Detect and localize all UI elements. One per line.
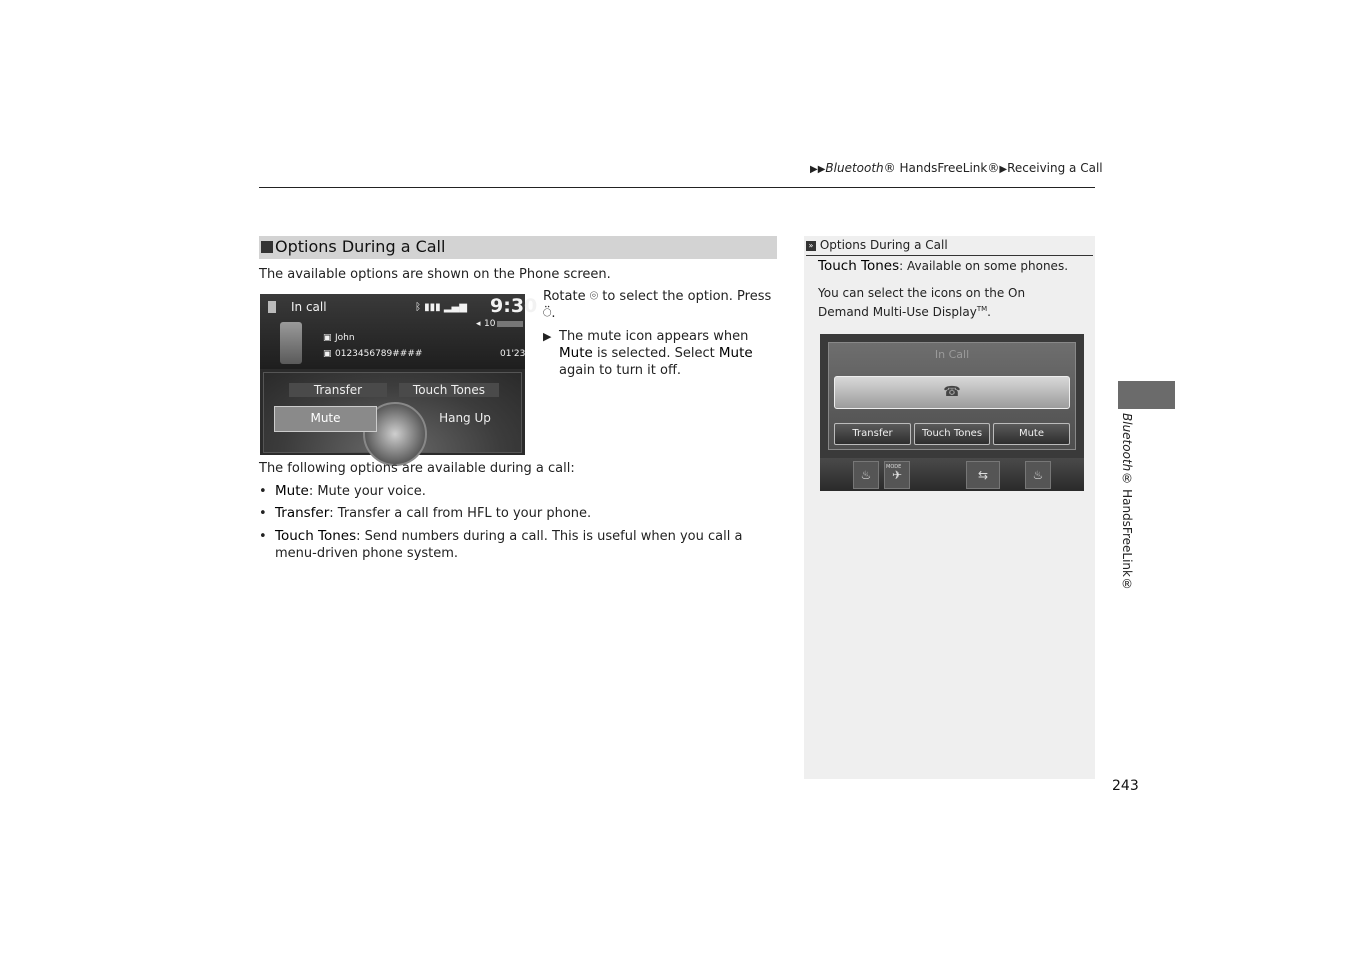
breadcrumb xyxy=(810,161,1103,175)
bullet-dot: • xyxy=(259,506,267,521)
note-arrow-icon: ▶ xyxy=(543,330,552,343)
reference-icon: » xyxy=(806,241,816,251)
volume-icon: ◂ xyxy=(476,319,481,329)
note-mute-term: Mute xyxy=(559,345,593,361)
bullet-dot: • xyxy=(259,529,267,544)
breadcrumb-handsfreelink: ® HandsFreeLink® xyxy=(883,161,1000,175)
phone-icon xyxy=(268,301,276,313)
breadcrumb-receiving: Receiving a Call xyxy=(1007,161,1103,175)
bullet-term: Transfer xyxy=(275,505,330,521)
side-heading-text: Options During a Call xyxy=(819,238,948,252)
hang-up-icon: ☎ xyxy=(943,384,961,400)
note-text-b: is selected. Select xyxy=(596,346,715,361)
phone-number: 0123456789#### xyxy=(335,349,423,359)
breadcrumb-bluetooth: Bluetooth xyxy=(825,161,884,175)
bullet-desc: : Send numbers during a call. This is useful when you call a menu-driven phone system. xyxy=(275,529,743,561)
contact-icon: ▣ xyxy=(323,333,332,343)
arrow-icon: ▶ xyxy=(999,164,1008,175)
status-icons: ᛒ ▮▮▮ ▂▄▆ xyxy=(415,302,467,313)
screen-title: In call xyxy=(291,300,327,314)
instr-rotate: Rotate xyxy=(543,289,586,304)
arrow-icon: ▶▶ xyxy=(810,164,826,175)
number-icon: ▣ xyxy=(323,349,332,359)
bullet-desc: : Mute your voice. xyxy=(308,484,426,499)
touch-tones-button[interactable]: Touch Tones xyxy=(399,383,499,397)
note-text-c: again to turn it off. xyxy=(559,363,682,378)
bullet-term: Touch Tones xyxy=(275,528,357,544)
side-term: Touch Tones xyxy=(818,258,900,274)
section-title: Options During a Call xyxy=(275,237,446,256)
touch-tones-button-2[interactable]: Touch Tones xyxy=(914,423,990,445)
press-knob-icon: ⍥ xyxy=(543,305,552,321)
chapter-label-rest: ® HandsFreeLink® xyxy=(1120,471,1134,591)
side-term-desc: : Available on some phones. xyxy=(899,259,1069,273)
note-text-a: The mute icon appears when xyxy=(559,329,749,344)
side-touch-tones xyxy=(818,258,1068,274)
trademark: TM xyxy=(976,305,988,313)
section-heading xyxy=(259,236,777,259)
mute-button-2[interactable]: Mute xyxy=(993,423,1070,445)
bullet-term: Mute xyxy=(275,483,309,499)
side-text: You can select the icons on the On Demand Multi-Use Display xyxy=(818,286,1026,319)
multi-use-display-image xyxy=(820,334,1084,491)
hang-up-button[interactable]: Hang Up xyxy=(439,411,491,425)
clock: 9:30 xyxy=(490,295,538,317)
chapter-label-italic: Bluetooth xyxy=(1120,413,1134,472)
transfer-button[interactable]: Transfer xyxy=(289,383,387,397)
square-bullet-icon xyxy=(261,241,273,253)
call-duration: 01'23 xyxy=(500,349,526,359)
bullet-dot: • xyxy=(259,484,267,499)
seat-heater-right-icon[interactable]: ♨ xyxy=(1025,461,1051,489)
header-rule xyxy=(259,187,1095,188)
note-mute-term-2: Mute xyxy=(718,345,753,361)
chapter-label xyxy=(1120,413,1134,591)
phone-screen-image xyxy=(260,294,538,455)
car-recirculation-icon[interactable]: ⇆ xyxy=(966,461,1000,489)
instr-select: to select the option. Press xyxy=(602,289,772,304)
page-number: 243 xyxy=(1112,778,1139,794)
side-rule xyxy=(806,255,1093,256)
volume-level: 10 xyxy=(484,319,496,329)
transfer-button-2[interactable]: Transfer xyxy=(834,423,911,445)
mute-button[interactable]: Mute xyxy=(274,406,377,432)
seat-heater-icon[interactable]: ♨ xyxy=(853,461,879,489)
following-text: The following options are available during a call: xyxy=(259,461,575,476)
mute-note xyxy=(543,328,777,379)
mode-label: MODE xyxy=(886,464,902,470)
side-heading xyxy=(806,238,948,252)
display-title: In Call xyxy=(934,348,970,361)
side-paragraph xyxy=(818,285,1078,320)
fan-mode-icon[interactable]: MODE ✈ xyxy=(884,461,910,489)
rotate-knob-icon: ⌾ xyxy=(589,288,599,304)
contact-name: John xyxy=(335,333,355,343)
instr-end: . xyxy=(551,306,556,321)
volume-bar xyxy=(497,321,523,327)
side-text-end: . xyxy=(987,305,991,319)
chapter-tab xyxy=(1118,381,1175,409)
instruction-text xyxy=(543,288,777,322)
handset-icon xyxy=(280,322,302,364)
bullet-desc: : Transfer a call from HFL to your phone. xyxy=(329,506,592,521)
intro-text: The available options are shown on the Phone screen. xyxy=(259,267,611,282)
